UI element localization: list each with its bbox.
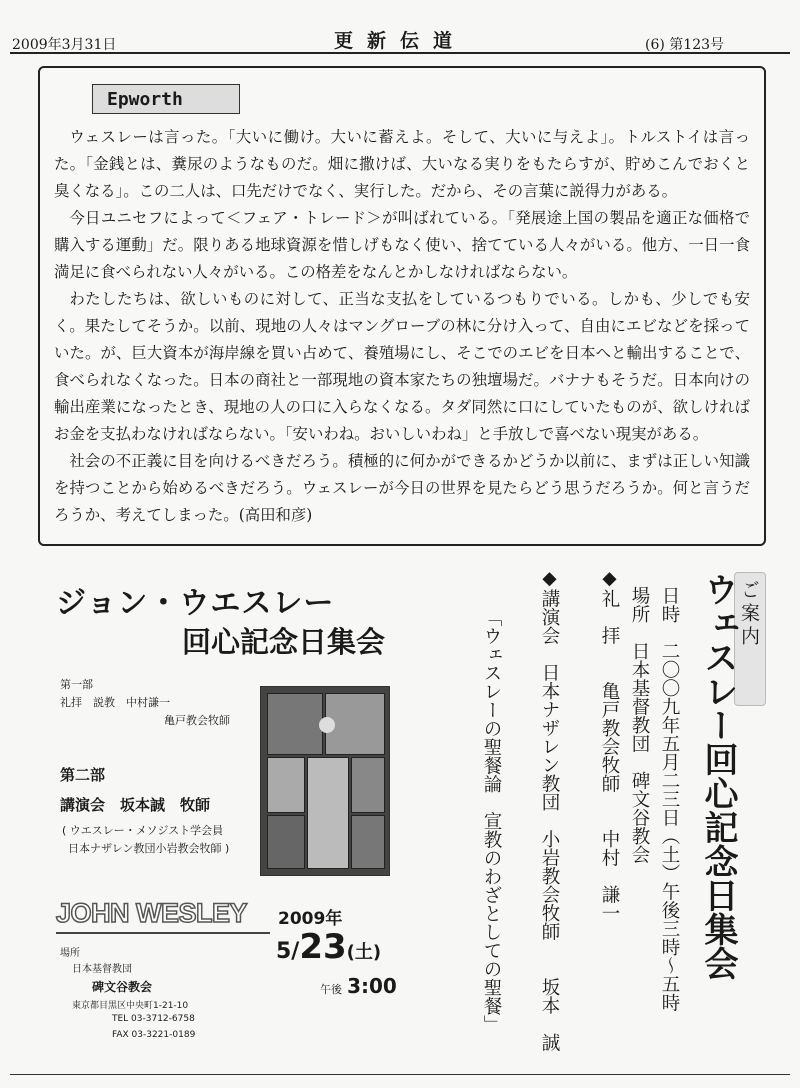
- english-title: JOHN WESLEY: [56, 898, 248, 928]
- date-month: 5/: [276, 939, 300, 964]
- part2-note: 日本ナザレン教団小岩教会牧師 ): [68, 842, 230, 855]
- venue-address: 東京都目黒区中央町1-21-10: [72, 1001, 189, 1011]
- epworth-column: [38, 66, 766, 546]
- date-weekday: (土): [346, 942, 382, 963]
- part2-line: 講演会 坂本誠 牧師: [60, 796, 211, 814]
- notice-datetime: 日時 二〇〇九年五月二三日（土）午後三時～五時: [659, 586, 680, 1012]
- issue-number: (6) 第123号: [645, 37, 725, 53]
- part2-note: ( ウエスレー・メソジスト学会員: [62, 824, 224, 837]
- event-year: 2009年: [278, 909, 343, 929]
- event-flyer: [42, 568, 470, 1052]
- flyer-subtitle: 回心記念日集会: [182, 625, 386, 659]
- notice-place: 場所 日本基督教団 碑文谷教会: [629, 586, 650, 864]
- notice-title: ウェスレー回心記念日集会: [698, 572, 738, 980]
- venue-tel: TEL 03-3712-6758: [112, 1014, 195, 1024]
- venue-name: 碑文谷教会: [92, 980, 153, 994]
- paragraph: わたしたちは、欲しいものに対して、正当な支払をしているつもりでいる。しかも、少しでも安く。果たしてそうか。以前、現地の人々はマングローブの林に分け入って、自由にエビなどを採っていた。が、巨大資本が海岸線を買い占めて、養殖場にし、そこでのエビを日本へと輸出することで、食べられなくなった。日本の商社と一部現地の資本家たちの独壇場だ。バナナもそうだ。日本向けの輸出産業になったとき、現地の人の口に入らなくなる。タダ同然に口にしていたものが、欲しければお金を支払わなければならない。「安いわね。おいしいわね」と手放しで喜べない現実がある。: [54, 290, 750, 443]
- paragraph: 社会の不正義に目を向けるべきだろう。積極的に何かができるかどうか以前に、まずは正しい知識を持つことから始めるべきだろう。ウェスレーが今日の世界を見たらどう思うだろうか。何と言うだろうか、考えてしまった。(高田和彦): [54, 452, 750, 524]
- issue-date: 2009年3月31日: [12, 37, 117, 53]
- notice-lecture: ◆講演会 日本ナザレン教団 小岩教会牧師 坂本 誠: [539, 568, 560, 1052]
- stained-glass-image: [260, 686, 390, 876]
- header-rule: [10, 52, 790, 54]
- venue-org: 日本基督教団: [72, 964, 132, 975]
- part1-role: 亀戸教会牧師: [164, 714, 230, 727]
- venue-fax: FAX 03-3221-0189: [112, 1030, 196, 1040]
- event-date: [276, 928, 381, 972]
- column-label: Epworth: [92, 84, 240, 114]
- title-rule: [56, 932, 270, 934]
- notice-tab-label: ご案内: [738, 580, 760, 649]
- event-notice: [478, 568, 778, 1052]
- paragraph: ウェスレーは言った。「大いに働け。大いに蓄えよ。そして、大いに与えよ」。トルストイは言った。「金銭とは、糞尿のようなものだ。畑に撒けば、大いなる実りをもたらすが、貯めこんでおくと臭くなる」。この二人は、口先だけでなく、実行した。だから、その言葉に説得力がある。: [54, 128, 750, 200]
- time-value: 3:00: [347, 974, 397, 998]
- part2-label: 第二部: [60, 766, 106, 784]
- time-label: 午後: [320, 983, 342, 996]
- part1-line: 礼拝 説教 中村謙一: [60, 696, 170, 709]
- paragraph: 今日ユニセフによって＜フェア・トレード＞が叫ばれている。「発展途上国の製品を適正な価格で購入する運動」だ。限りある地球資源を惜しげもなく使い、捨てている人々がいる。他方、一日一食満足に食べられない人々がいる。この格差をなんとかしなければならない。: [54, 209, 750, 281]
- page-header: [0, 0, 800, 56]
- event-time: [320, 974, 397, 998]
- newspaper-title: 更新伝道: [333, 30, 466, 52]
- notice-lecture-title: 「ウェスレーの聖餐論 宣教のわざとしての聖餐」: [481, 608, 502, 1034]
- column-body: [54, 124, 750, 529]
- date-day: 23: [299, 927, 347, 967]
- venue-label: 場所: [60, 948, 80, 959]
- flyer-title: ジョン・ウエスレー: [56, 586, 335, 621]
- notice-worship: ◆礼 拝 亀戸教会牧師 中村 謙一: [599, 568, 620, 922]
- footer-rule: [10, 1074, 790, 1075]
- part1-label: 第一部: [60, 678, 93, 691]
